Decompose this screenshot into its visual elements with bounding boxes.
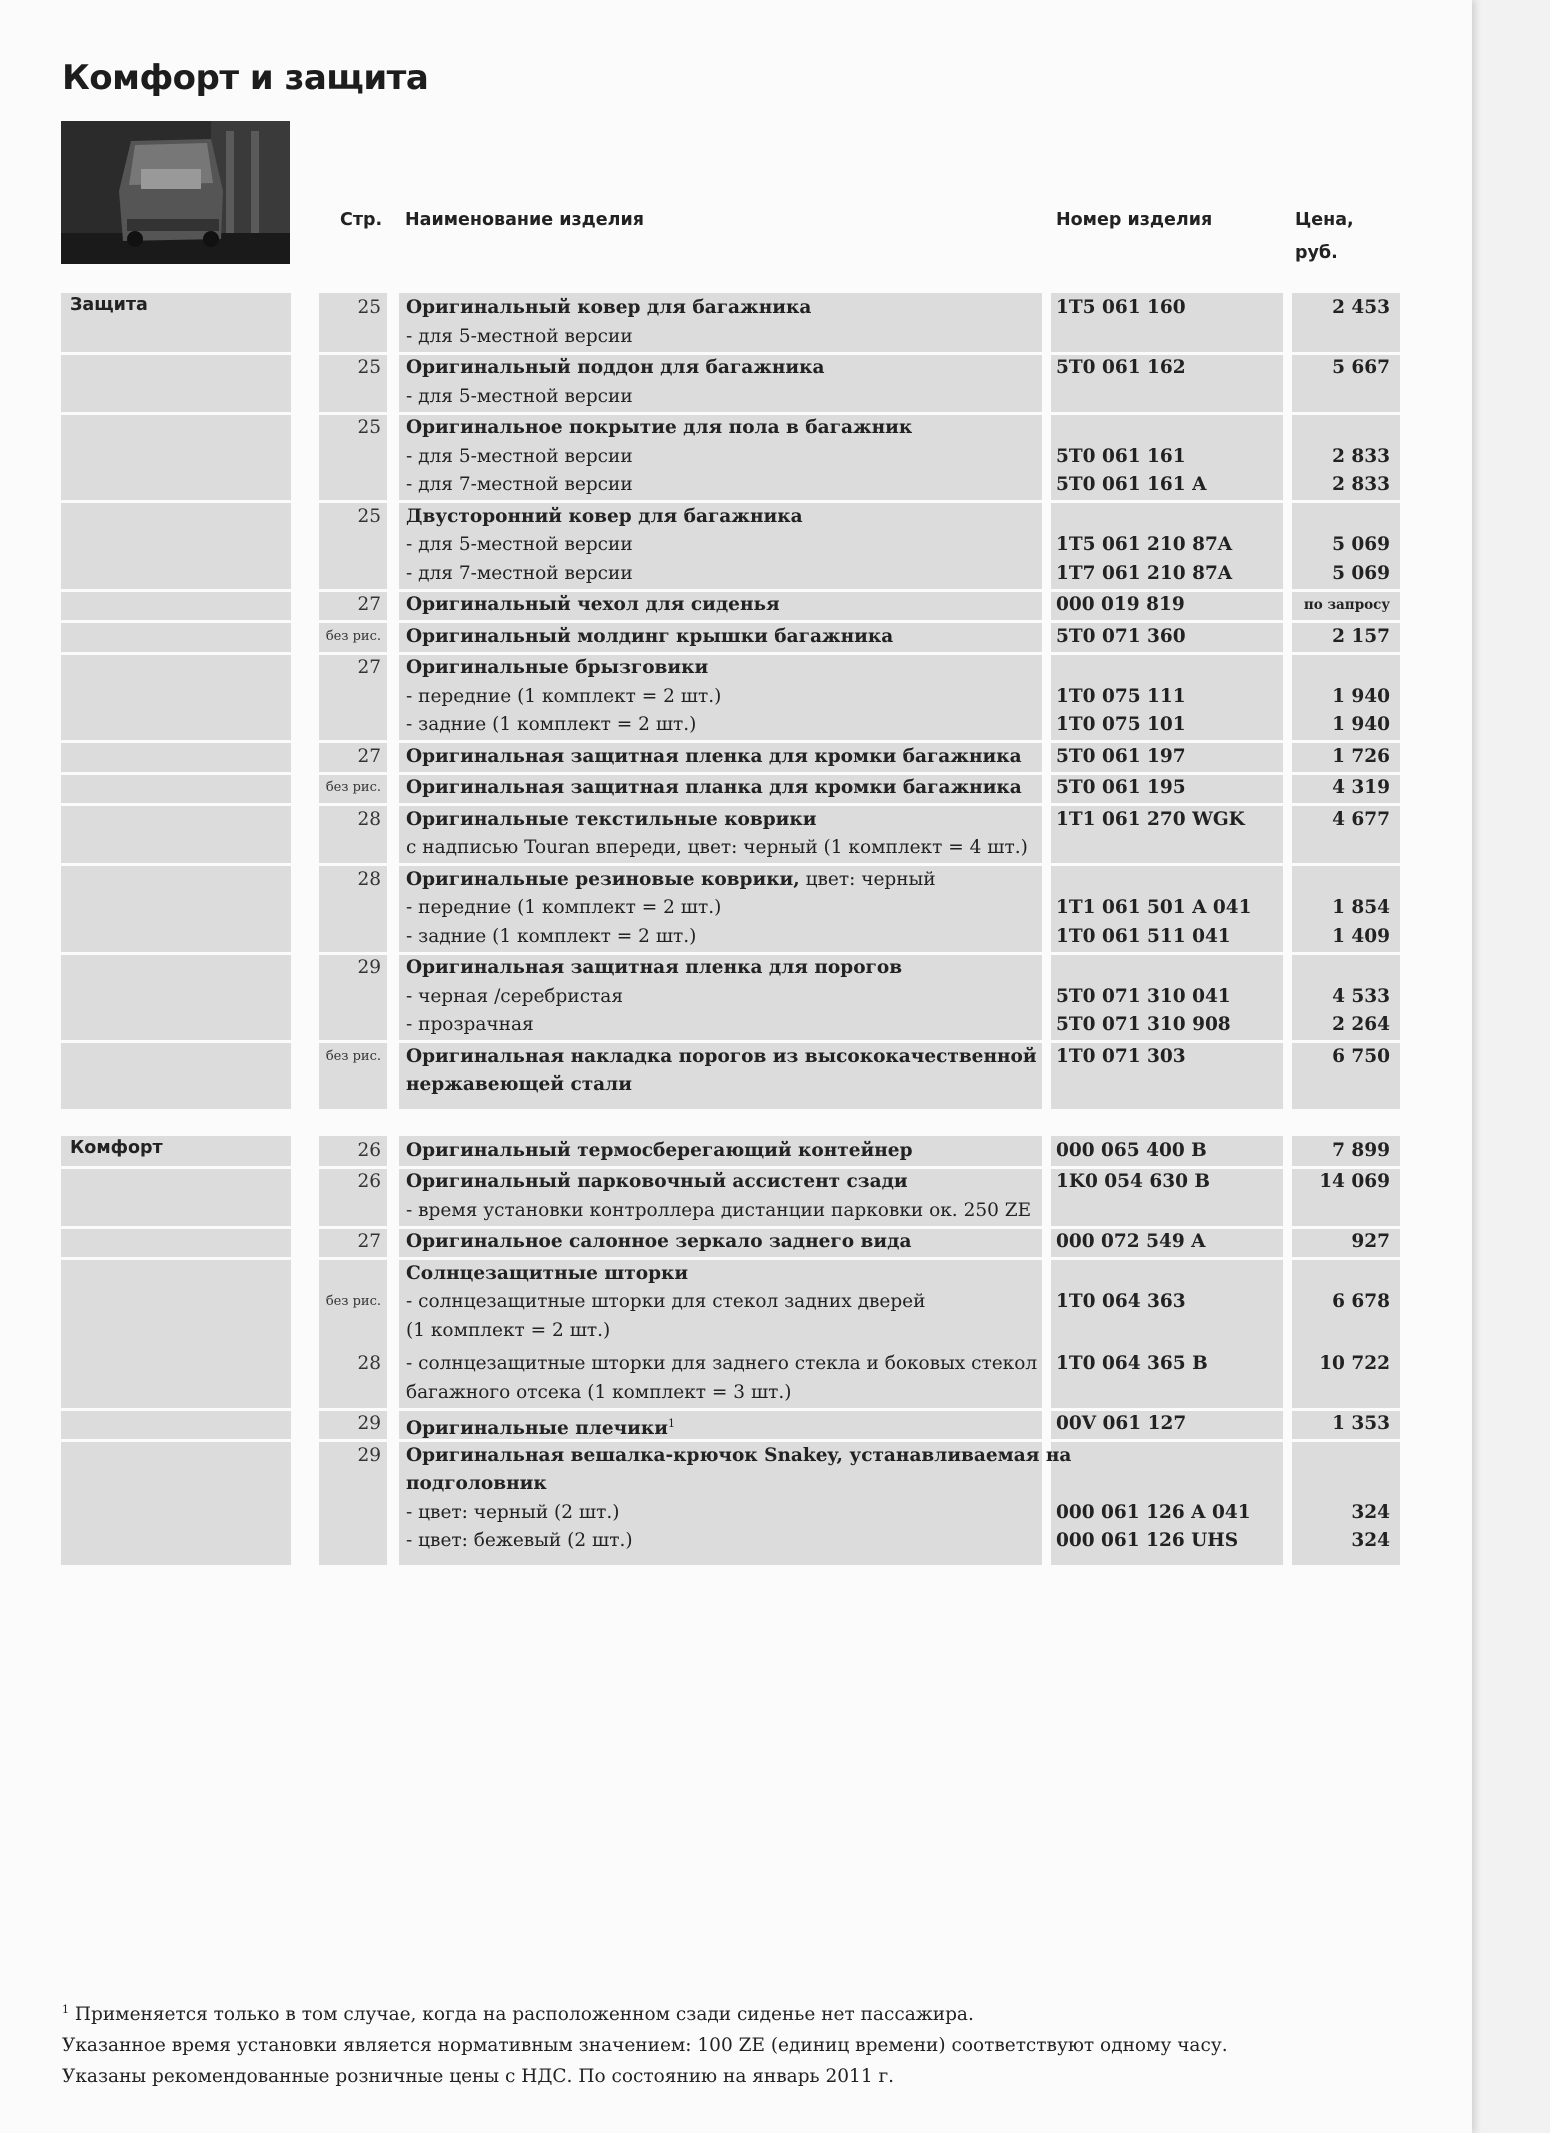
part-number: 1T0 075 111: [1056, 685, 1186, 707]
item-name-text: - черная /серебристая: [406, 985, 624, 1007]
item-name-text: - прозрачная: [406, 1014, 534, 1035]
item-name: [406, 774, 1022, 803]
row-line: [0, 1197, 1472, 1226]
item-name: [406, 323, 633, 352]
price: 324: [1351, 1501, 1390, 1523]
part-number: 5T0 061 162: [1056, 357, 1186, 378]
page-ref: 25: [357, 505, 381, 527]
item-name: [406, 1350, 1037, 1379]
row-line: [0, 1043, 1472, 1072]
price: 1 353: [1332, 1413, 1390, 1434]
part-number: 5T0 061 195: [1056, 777, 1186, 798]
part-number: 1T0 075 101: [1056, 714, 1186, 735]
item-name-text: - время установки контроллера дистанции парковки ок. 250 ZE: [406, 1199, 1032, 1221]
price: 1 409: [1332, 925, 1390, 947]
header-page: Стр.: [340, 210, 383, 230]
item-name: [406, 1260, 688, 1289]
row-line: [0, 743, 1472, 772]
header-price: [1295, 204, 1354, 270]
footnote-3: Указаны рекомендованные розничные цены с НДС. По состоянию на январь 2011 г.: [62, 2066, 895, 2088]
item-name: [406, 560, 633, 589]
row-line: [0, 923, 1472, 952]
row-line: [0, 983, 1472, 1012]
item-name: [406, 294, 811, 323]
item-name: [406, 711, 696, 740]
footnote-1: [62, 1994, 1228, 2030]
row-line: [0, 1527, 1472, 1556]
part-number: 000 061 126 A 041: [1056, 1501, 1251, 1523]
price: 4 533: [1332, 985, 1390, 1007]
item-name: [406, 954, 902, 983]
part-number: 5T0 071 360: [1056, 625, 1186, 647]
row-line: [0, 866, 1472, 895]
row-line: [0, 443, 1472, 472]
item-name: [406, 743, 1022, 772]
price: 4 319: [1332, 777, 1390, 798]
item-name-text: Оригинальная защитная пленка для кромки багажника: [406, 745, 1022, 767]
price: 2 157: [1332, 625, 1390, 647]
item-name-text: - передние (1 комплект = 2 шт.): [406, 897, 722, 918]
row-line: [0, 1470, 1472, 1499]
page-ref: без рис.: [325, 1294, 381, 1309]
part-number: 1T5 061 160: [1056, 297, 1186, 318]
page-ref: 28: [357, 868, 381, 890]
item-name-text: Оригинальный молдинг крышки багажника: [406, 625, 894, 647]
row-line: [0, 323, 1472, 352]
row-line: [0, 1379, 1472, 1408]
item-name-text: - для 5-местной версии: [406, 385, 633, 407]
price: по запросу: [1303, 597, 1390, 613]
page-ref: без рис.: [325, 1048, 381, 1064]
item-name: [406, 414, 912, 443]
row-line: [0, 1350, 1472, 1379]
part-number: 000 065 400 B: [1056, 1139, 1207, 1161]
page-ref: 26: [357, 1171, 381, 1192]
row-line: [0, 560, 1472, 589]
item-name: [406, 503, 803, 532]
price: 1 940: [1332, 685, 1390, 707]
part-number: 1T1 061 270 WGK: [1056, 808, 1245, 830]
item-name-text: - солнцезащитные шторки для стекол задних дверей: [406, 1291, 926, 1312]
page-title: Комфорт и защита: [62, 58, 429, 98]
footnote-1-text: Применяется только в том случае, когда на расположенном сзади сиденье нет пассажира.: [69, 2004, 974, 2026]
row-line: [0, 774, 1472, 803]
row-line: [0, 354, 1472, 383]
item-name-text: Оригинальные брызговики: [406, 657, 709, 678]
row-line: [0, 503, 1472, 532]
item-name: [406, 806, 817, 835]
item-name-text: Оригинальный ковер для багажника: [406, 297, 812, 318]
row-line: [0, 1168, 1472, 1197]
row-line: [0, 1288, 1472, 1317]
row-line: [0, 1442, 1472, 1471]
item-name: [406, 1137, 913, 1166]
item-name-text: Оригинальная защитная планка для кромки багажника: [406, 777, 1022, 798]
item-name: [406, 834, 1028, 863]
page-ref: 25: [357, 297, 381, 318]
item-name: [406, 1499, 619, 1528]
item-name-text: нержавеющей стали: [406, 1074, 632, 1095]
part-number: 1T5 061 210 87A: [1056, 534, 1233, 555]
item-name: [406, 471, 633, 500]
header-number: Номер изделия: [1056, 210, 1213, 230]
item-name: [406, 1071, 632, 1100]
price: 7 899: [1332, 1139, 1390, 1161]
page-ref: 25: [357, 417, 381, 438]
page-ref: 27: [357, 657, 381, 678]
row-line: [0, 806, 1472, 835]
price: 1 726: [1332, 745, 1390, 767]
item-name-text: Оригинальная вешалка-крючок Snakey, устанавливаемая на: [406, 1444, 1072, 1466]
part-number: 1T7 061 210 87A: [1056, 562, 1233, 584]
page-ref: 29: [357, 1413, 381, 1434]
price: 2 833: [1332, 445, 1390, 467]
item-name-text: - цвет: черный (2 шт.): [406, 1501, 620, 1523]
price: 1 940: [1332, 714, 1390, 735]
item-name-text: подголовник: [406, 1473, 547, 1494]
row-line: [0, 954, 1472, 983]
item-name-text: Солнцезащитные шторки: [406, 1262, 689, 1284]
part-number: 1T0 061 511 041: [1056, 925, 1231, 947]
part-number: 000 061 126 UHS: [1056, 1530, 1239, 1551]
part-number: 1T1 061 501 A 041: [1056, 897, 1252, 918]
part-number: 5T0 061 161: [1056, 445, 1186, 467]
row-line: [0, 1011, 1472, 1040]
item-name: [406, 623, 893, 652]
item-name-text: Оригинальный парковочный ассистент сзади: [406, 1171, 908, 1192]
car-photo-icon: [61, 121, 290, 264]
item-name-text: Двусторонний ковер для багажника: [406, 505, 803, 527]
item-name-text: - передние (1 комплект = 2 шт.): [406, 685, 722, 707]
item-name: [406, 1197, 1031, 1226]
item-name: [406, 1168, 908, 1197]
item-name-text: Оригинальный термосберегающий контейнер: [406, 1139, 913, 1161]
item-name: [406, 866, 936, 895]
item-name-text: - солнцезащитные шторки для заднего стекла и боковых стекол: [406, 1353, 1038, 1374]
section-title: Комфорт: [70, 1137, 163, 1158]
item-name-text: Оригинальный поддон для багажника: [406, 357, 825, 378]
item-name: [406, 1379, 791, 1408]
page-ref: 27: [357, 1231, 381, 1252]
row-line: [0, 1071, 1472, 1100]
item-name: [406, 1470, 547, 1499]
price: 6 678: [1332, 1291, 1390, 1312]
part-number: 1T0 064 365 B: [1056, 1353, 1208, 1374]
row-line: [0, 471, 1472, 500]
item-name-text: Оригинальная защитная пленка для порогов: [406, 957, 903, 978]
page-ref: без рис.: [325, 628, 381, 644]
page-ref: 27: [357, 594, 381, 615]
part-number: 00V 061 127: [1056, 1413, 1187, 1434]
price: 2 833: [1332, 474, 1390, 495]
header-price-line1: Цена,: [1295, 210, 1354, 230]
item-name-text: с надписью Touran впереди, цвет: черный (1 комплект = 4 шт.): [406, 837, 1028, 858]
row-line: [0, 894, 1472, 923]
item-name: [406, 683, 721, 712]
item-name: [406, 1527, 633, 1556]
item-name: [406, 923, 696, 952]
item-name-text: Оригинальные плечики: [406, 1418, 668, 1440]
header-price-line2: руб.: [1295, 243, 1338, 263]
item-name-text: (1 комплект = 2 шт.): [406, 1319, 611, 1341]
item-name-text: - задние (1 комплект = 2 шт.): [406, 925, 697, 947]
row-line: [0, 414, 1472, 443]
price: 10 722: [1319, 1353, 1390, 1374]
price: 5 069: [1332, 562, 1390, 584]
item-name-text: Оригинальная накладка порогов из высококачественной: [406, 1045, 1037, 1067]
item-name-text: - для 5-местной версии: [406, 325, 633, 347]
item-name: [406, 591, 780, 620]
item-name-text: - цвет: бежевый (2 шт.): [406, 1530, 633, 1551]
price: 5 667: [1332, 357, 1390, 378]
item-name-text: - для 7-местной версии: [406, 474, 633, 495]
item-name: [406, 1011, 534, 1040]
price: 4 677: [1332, 808, 1390, 830]
item-name: [406, 383, 633, 412]
row-line: [0, 1137, 1472, 1166]
item-name: [406, 1288, 925, 1317]
page-ref: 28: [357, 1353, 381, 1374]
item-name: [406, 1228, 911, 1257]
footnote-1-mark: 1: [62, 2003, 69, 2016]
row-line: [0, 1260, 1472, 1289]
item-name: [406, 983, 623, 1012]
page-ref: 29: [357, 957, 381, 978]
price: 6 750: [1332, 1045, 1390, 1067]
row-line: [0, 834, 1472, 863]
part-number: 5T0 061 161 A: [1056, 474, 1207, 495]
price: 2 453: [1332, 297, 1390, 318]
item-name-text: багажного отсека (1 комплект = 3 шт.): [406, 1381, 792, 1403]
part-number: 5T0 061 197: [1056, 745, 1186, 767]
item-name-text: Оригинальное покрытие для пола в багажник: [406, 417, 913, 438]
header-name: Наименование изделия: [405, 210, 644, 230]
page-ref: без рис.: [325, 780, 381, 795]
part-number: 1T0 064 363: [1056, 1291, 1186, 1312]
item-name: [406, 894, 721, 923]
row-line: [0, 591, 1472, 620]
page-ref: 26: [357, 1139, 381, 1161]
part-number: 1T0 071 303: [1056, 1045, 1186, 1067]
page-ref: 29: [357, 1444, 381, 1466]
item-name-text: Оригинальные резиновые коврики,: [406, 868, 800, 890]
item-name: [406, 354, 825, 383]
item-name-text: - для 5-местной версии: [406, 445, 633, 467]
part-number: 000 019 819: [1056, 594, 1185, 615]
item-name: [406, 443, 633, 472]
item-name: [406, 1043, 1037, 1072]
item-name-text: - для 7-местной версии: [406, 562, 633, 584]
part-number: 000 072 549 A: [1056, 1231, 1206, 1252]
footnote-ref: 1: [667, 1417, 675, 1430]
price: 2 264: [1332, 1014, 1390, 1035]
car-trunk-photo: [61, 121, 290, 264]
row-line: [0, 1317, 1472, 1346]
page-ref: 25: [357, 357, 381, 378]
price: 14 069: [1319, 1171, 1390, 1192]
row-line: [0, 1410, 1472, 1439]
price: 324: [1351, 1530, 1390, 1551]
item-name-text: Оригинальный чехол для сиденья: [406, 594, 780, 615]
row-line: [0, 1228, 1472, 1257]
row-line: [0, 623, 1472, 652]
item-name-suffix: цвет: черный: [799, 868, 936, 890]
footnotes: [62, 1994, 1228, 2092]
section-title: Защита: [70, 295, 148, 315]
price: 1 854: [1332, 897, 1390, 918]
row-line: [0, 294, 1472, 323]
row-line: [0, 654, 1472, 683]
part-number: 5T0 071 310 908: [1056, 1014, 1231, 1035]
item-name-text: Оригинальное салонное зеркало заднего вида: [406, 1231, 912, 1252]
page-ref: 28: [357, 808, 381, 830]
item-name: [406, 531, 633, 560]
row-line: [0, 531, 1472, 560]
footnote-2: Указанное время установки является нормативным значением: 100 ZE (единиц времени) соответствуют одному часу.: [62, 2035, 1228, 2057]
item-name: [406, 654, 708, 683]
item-name: [406, 1317, 610, 1346]
item-name-text: - для 5-местной версии: [406, 534, 633, 555]
row-line: [0, 1499, 1472, 1528]
item-name-text: Оригинальные текстильные коврики: [406, 808, 817, 830]
part-number: 5T0 071 310 041: [1056, 985, 1231, 1007]
price: 927: [1351, 1231, 1390, 1252]
item-name-text: - задние (1 комплект = 2 шт.): [406, 714, 697, 735]
price: 5 069: [1332, 534, 1390, 555]
page-ref: 27: [357, 745, 381, 767]
row-line: [0, 711, 1472, 740]
item-name: [406, 1442, 1071, 1471]
row-line: [0, 683, 1472, 712]
part-number: 1K0 054 630 B: [1056, 1171, 1211, 1192]
row-line: [0, 383, 1472, 412]
